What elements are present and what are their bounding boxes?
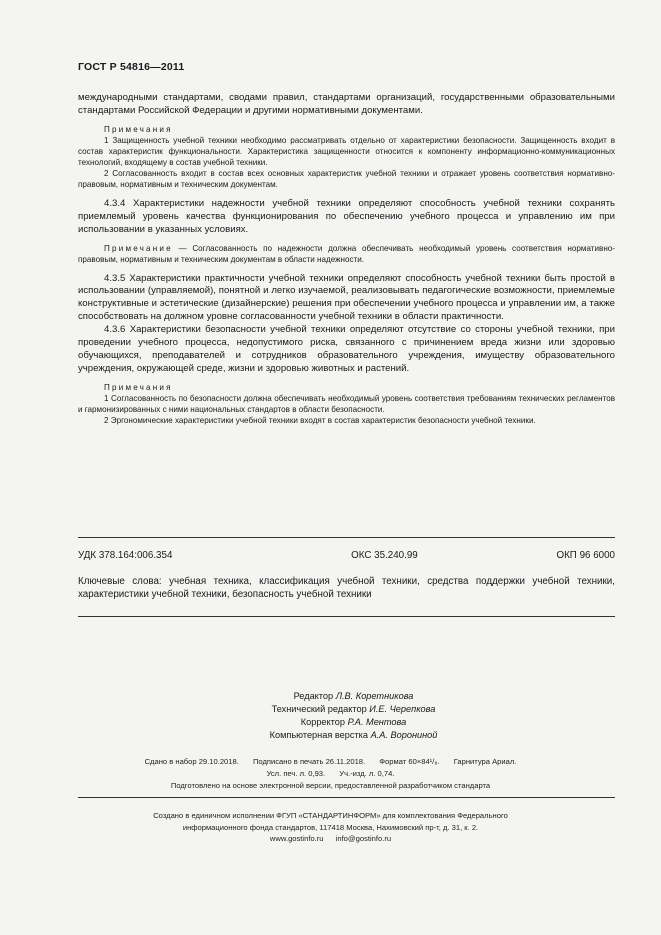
divider-bottom bbox=[78, 797, 615, 798]
okp-code: ОКП 96 6000 bbox=[556, 550, 615, 561]
udk-code: УДК 378.164:006.354 bbox=[78, 550, 173, 561]
note-item: 2 Согласованность входит в состав всех основных характеристик учебной техники и отражает уровень соответствия нормативно-правовым, нормативным и техническим документам. bbox=[78, 168, 615, 189]
credits-block bbox=[0, 690, 661, 742]
notes-block-1 bbox=[78, 124, 615, 190]
edition-sheets: Уч.-изд. л. 0,74. bbox=[339, 768, 395, 778]
note-item: 1 Защищенность учебной техники необходимо рассматривать отдельно от характеристики безопасности. Защищенность входит в состав характеристик функциональности. Характеристика защищенности относится к компоненту информационно-коммуникационных технологий, входящему в состав учебной техники. bbox=[78, 135, 615, 167]
note-4-3-4 bbox=[78, 243, 615, 265]
paper-format: Формат 60×84¹/₈. bbox=[379, 757, 440, 766]
clause-4-3-5: 4.3.5 Характеристики практичности учебной техники определяют способность учебной техники быть простой в использовании (управляемой), понятной и легко изучаемой, реализовывать педагогические возможности, приемлемые конструктивные и эстетические (дизайнерские) решения при обеспечении учебного процесса и управлении им, а также способствовать на должном уровне согласованности учебной техники в области практичности. bbox=[78, 272, 615, 323]
credit-layout: Компьютерная верстка А.А. Ворониной bbox=[269, 730, 438, 740]
main-text bbox=[78, 92, 615, 426]
classification-row bbox=[78, 550, 615, 561]
credit-tech-editor: Технический редактор И.Е. Черепкова bbox=[271, 704, 436, 714]
print-sheets: Усл. печ. л. 0,93. bbox=[266, 768, 326, 778]
credit-editor: Редактор Л.В. Коретникова bbox=[293, 691, 414, 701]
clause-4-3-6: 4.3.6 Характеристики безопасности учебной техники определяют отсутствие со стороны учебной техники, при проведении учебного процесса, недопустимого риска, связанного с причинением вреда жизни или здоровью обучающихся, преподавателей и сотрудников образовательного учреждения, имуществу образовательного учреждения, окружающей среде, жизни и здоровью животных и растений. bbox=[78, 324, 615, 374]
notes-heading: Примечания bbox=[104, 382, 173, 392]
note-item: 1 Согласованность по безопасности должна обеспечивать необходимый уровень соответствия требованиям технических регламентов и гармонизированных с ними национальных стандартов в области безопасности. bbox=[78, 393, 615, 414]
typeface: Гарнитура Ариал. bbox=[453, 757, 517, 766]
continued-paragraph: международными стандартами, сводами правил, стандартами организаций, государственными образовательными стандартами Российской Федерации и другими нормативными документами. bbox=[78, 92, 615, 116]
created-info: Создано в единичном исполнении ФГУП «СТАНДАРТИНФОРМ» для комплектования Федерального информационного фонда стандартов, 117418 Москва, Нахимовский пр-т, д. 31, к. 2. www.gostinfo.ru info@gostinfo.ru bbox=[153, 811, 508, 843]
publishing-info bbox=[0, 756, 661, 779]
keywords: Ключевые слова: учебная техника, классификация учебной техники, средства поддержки учебной техники, характеристики учебной техники, безопасность учебной техники bbox=[78, 576, 615, 600]
submitted-date: Сдано в набор 29.10.2018. bbox=[144, 757, 239, 766]
note-text: — Согласованность по надежности должна обеспечивать необходимый уровень соответствия нормативно-правовым, нормативным и техническим документам в области надежности. bbox=[78, 243, 615, 264]
credit-corrector: Корректор Р.А. Ментова bbox=[300, 717, 407, 727]
standard-number: ГОСТ Р 54816—2011 bbox=[78, 61, 185, 73]
notes-heading: Примечания bbox=[104, 124, 173, 134]
signed-date: Подписано в печать 26.11.2018. bbox=[252, 757, 366, 766]
website-link[interactable]: www.gostinfo.ru bbox=[269, 834, 324, 843]
divider-middle bbox=[78, 616, 615, 617]
note-label: Примечание bbox=[104, 243, 173, 253]
divider-top bbox=[78, 537, 615, 538]
oks-code: ОКС 35.240.99 bbox=[351, 550, 418, 561]
clause-4-3-4: 4.3.4 Характеристики надежности учебной техники определяют способность учебной техники сохранять приемлемый уровень качества функционирования по обеспечению учебного процесса и управлению им при использовании в указанных условиях. bbox=[78, 197, 615, 235]
email-link[interactable]: info@gostinfo.ru bbox=[335, 834, 392, 843]
note-item: 2 Эргономические характеристики учебной техники входят в состав характеристик безопасности учебной техники. bbox=[104, 415, 536, 425]
prepared-note: Подготовлено на основе электронной версии, предоставленной разработчиком стандарта bbox=[170, 781, 491, 790]
notes-block-2 bbox=[78, 382, 615, 426]
